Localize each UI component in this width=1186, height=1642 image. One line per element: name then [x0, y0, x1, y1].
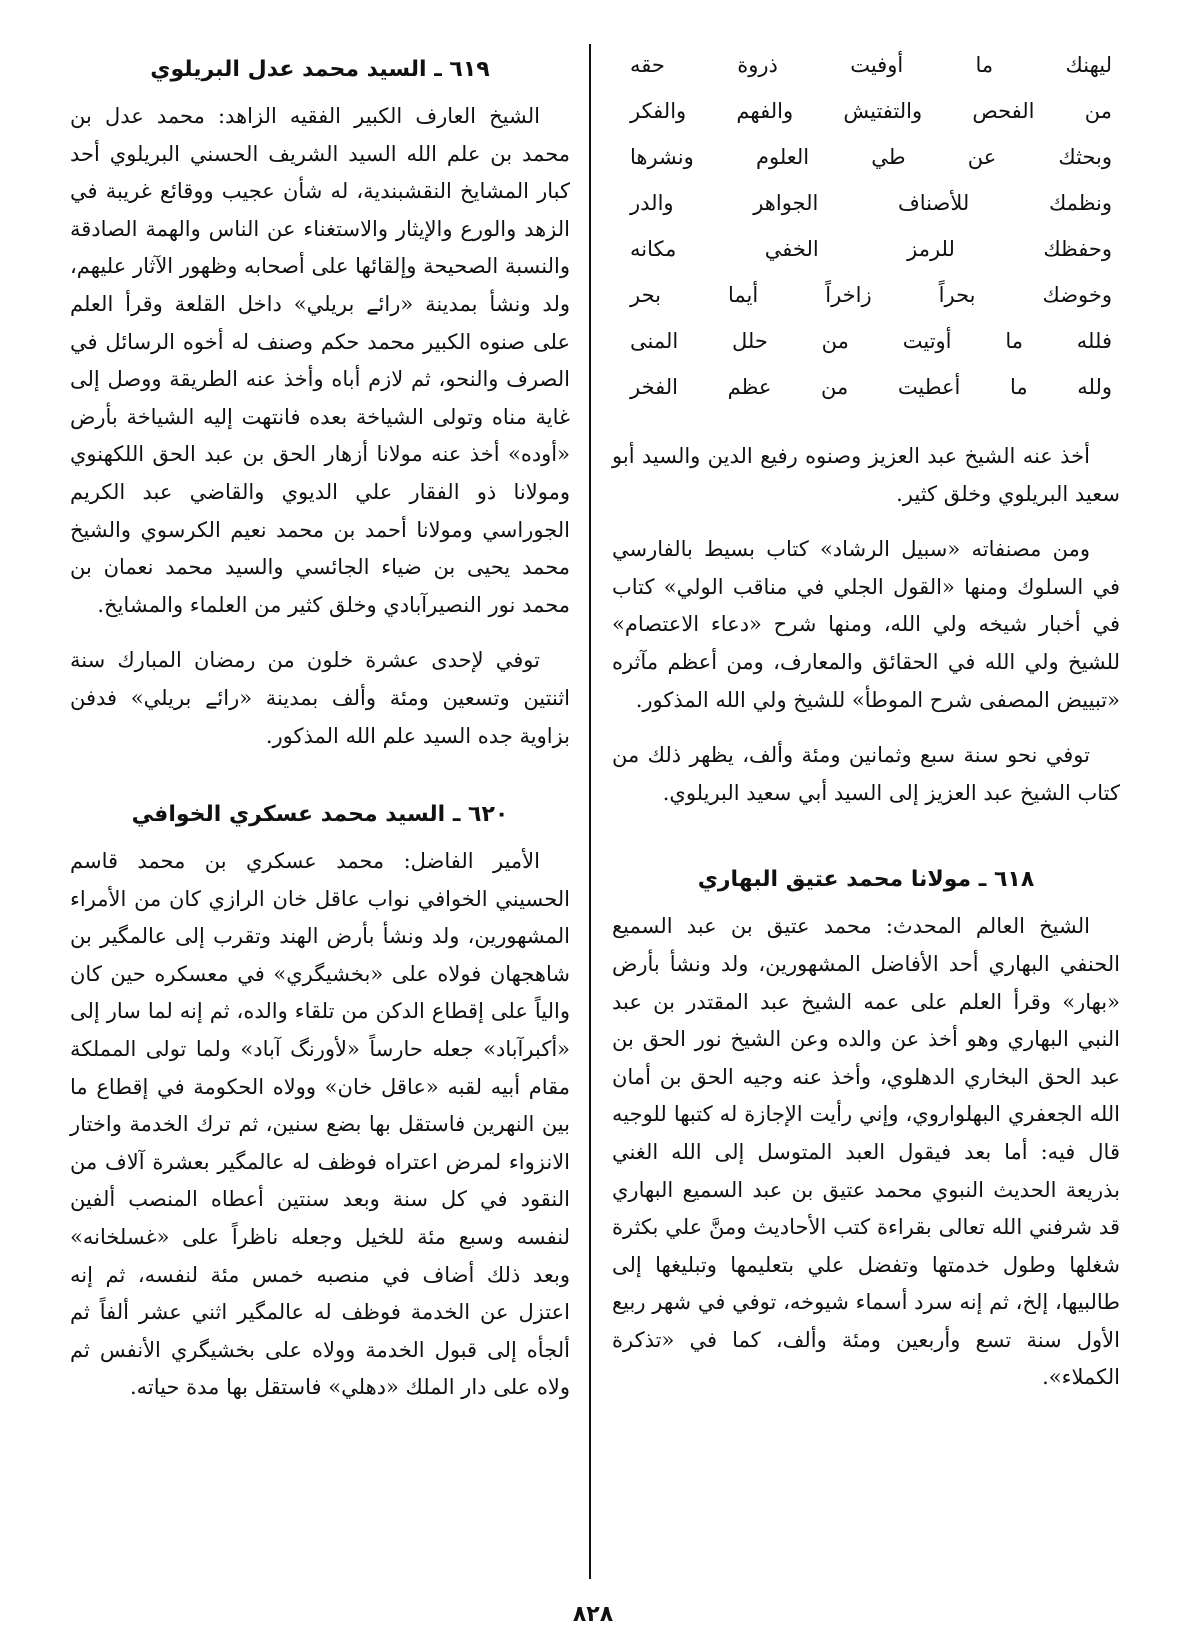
spacer — [612, 830, 1120, 860]
entry-body-620: الأمير الفاضل: محمد عسكري بن محمد قاسم الحسيني الخوافي نواب عاقل خان الرازي كان من الأمراء المشهورين، ولد ونشأ بأرض الهند وتقرب إلى عالمگير بن شاهجهان فولاه على «بخشيگري» في معسكره حين كان والياً على إقطاع الدكن من تلقاء والده، ثم إنه لما سار إلى «أكبرآباد» جعله حارساً «لأورنگ آباد» ولما تولى المملكة مقام أبيه لقبه «عاقل خان» وولاه الحكومة في إقطاع ما بين النهرين فاستقل بها بضع سنين، ثم ترك الخدمة واختار الانزواء لمرض اعتراه فوظف له عالمگير بعشرة آلاف من النقود في كل سنة وبعد سنتين أعطاه المنصب ألفين لنفسه وسبع مئة للخيل وجعله ناظراً على «غسلخانه» وبعد ذلك أضاف في منصبه خمس مئة لنفسه، ثم إنه اعتزل عن الخدمة فوظف له عالمگير اثني عشر ألفاً ثم ألجأه إلى قبول الخدمة وولاه على بخشيگري الأنفس ثم ولاه على دار الملك «دهلي» فاستقل بها مدة حياته. — [70, 849, 570, 1400]
poem-line: وخوضك بحراً زاخراً أيما بحر — [630, 283, 1112, 307]
entry-title-619: ٦١٩ ـ السيد محمد عدل البريلوي — [150, 57, 490, 82]
poem-line: من الفحص والتفتيش والفهم والفكر — [630, 99, 1112, 123]
paragraph-students: أخذ عنه الشيخ عبد العزيز وصنوه رفيع الدين والسيد أبو سعيد البريلوي وخلق كثير. — [612, 444, 1120, 506]
poem-line: ونظمك للأصناف الجواهر والدر — [630, 191, 1112, 215]
spacer — [70, 773, 570, 795]
entry-body-619: الشيخ العارف الكبير الفقيه الزاهد: محمد عدل بن محمد بن علم الله السيد الشريف الحسني البريلوي أحد كبار المشايخ النقشبندية، له شأن عجيب ووقائع غريبة في الزهد والورع والإيثار والاستغناء عن الناس والهمة الصادقة والنسبة الصحيحة وإلقائها على أصحابه وظهور الآثار عليهم، ولد ونشأ بمدينة «رائے بريلي» داخل القلعة وقرأ العلم على صنوه الكبير محمد حكم وصنف له أخوه الرسائل في الصرف والنحو، ثم لازم أباه وأخذ عنه الطريقة ووصل إلى غاية مناه وتولى الشياخة بعده فانتهت إليه الشياخة بأرض «أوده» أخذ عنه مولانا أزهار الحق بن عبد الحق اللكهنوي ومولانا ذو الفقار علي الديوي والقاضي عبد الكريم الجوراسي ومولانا أحمد بن محمد نعيم الكرسوي والشيخ محمد يحيى بن ضياء الجائسي والسيد محمد نعمان بن محمد نور النصيرآبادي وخلق كثير من العلماء والمشايخ. — [70, 104, 570, 617]
entry-death-619: توفي لإحدى عشرة خلون من رمضان المبارك سنة اثنتين وتسعين ومئة وألف بمدينة «رائے بريلي» فدفن بزاوية جده السيد علم الله المذكور. — [70, 648, 570, 748]
entry-body-618: الشيخ العالم المحدث: محمد عتيق بن عبد السميع الحنفي البهاري أحد الأفاضل المشهورين، ولد ونشأ بأرض «بهار» وقرأ العلم على عمه الشيخ عبد المقتدر بن عبد النبي البهاري وهو أخذ عن والده وعن الشيخ نور الحق بن عبد الحق البخاري الدهلوي، وأخذ عنه وجيه الحق بن أمان الله الجعفري البهلواروي، وإني رأيت الإجازة له كتبها للوجيه قال فيه: أما بعد فيقول العبد المتوسل إلى الله الغني بذريعة الحديث النبوي محمد عتيق بن عبد السميع البهاري قد شرفني الله تعالى بقراءة كتب الأحاديث ومنَّ علي بكثرة شغلها وطول خدمتها وتفضل علي بتعليمها وتبليغها إلى طالبيها، إلخ، ثم إنه سرد أسماء شيوخه، توفي في شهر ربيع الأول سنة تسع وأربعين ومئة وألف، كما في «تذكرة الكملاء». — [612, 914, 1120, 1390]
paragraph-death: توفي نحو سنة سبع وثمانين ومئة وألف، يظهر ذلك من كتاب الشيخ عبد العزيز إلى السيد أبي سعيد البريلوي. — [612, 743, 1120, 805]
entry-title-620: ٦٢٠ ـ السيد محمد عسكري الخوافي — [131, 802, 509, 828]
column-divider — [589, 44, 591, 1579]
poem-line: فلله ما أوتيت من حلل المنى — [630, 329, 1112, 353]
poem-line: وبحثك عن طي العلوم ونشرها — [630, 145, 1112, 169]
right-column — [612, 50, 1120, 1415]
poem — [612, 50, 1120, 418]
left-column — [70, 50, 570, 1425]
poem-line: ليهنك ما أوفيت ذروة حقه — [630, 53, 1112, 77]
entry-title-618: ٦١٨ ـ مولانا محمد عتيق البهاري — [697, 867, 1035, 893]
poem-line: ولله ما أعطيت من عظم الفخر — [630, 375, 1112, 399]
paragraph-works: ومن مصنفاته «سبيل الرشاد» كتاب بسيط بالفارسي في السلوك ومنها «القول الجلي في مناقب الولي» كتاب في أخبار شيخه ولي الله، ومنها شرح «دعاء الاعتصام» للشيخ ولي الله في الحقائق والمعارف، ومن أعظم مآثره «تبييض المصفى شرح الموطأ» للشيخ ولي الله المذكور. — [612, 537, 1120, 712]
page-number: ٨٢٨ — [572, 1602, 614, 1627]
poem-line: وحفظك للرمز الخفي مكانه — [630, 237, 1112, 261]
